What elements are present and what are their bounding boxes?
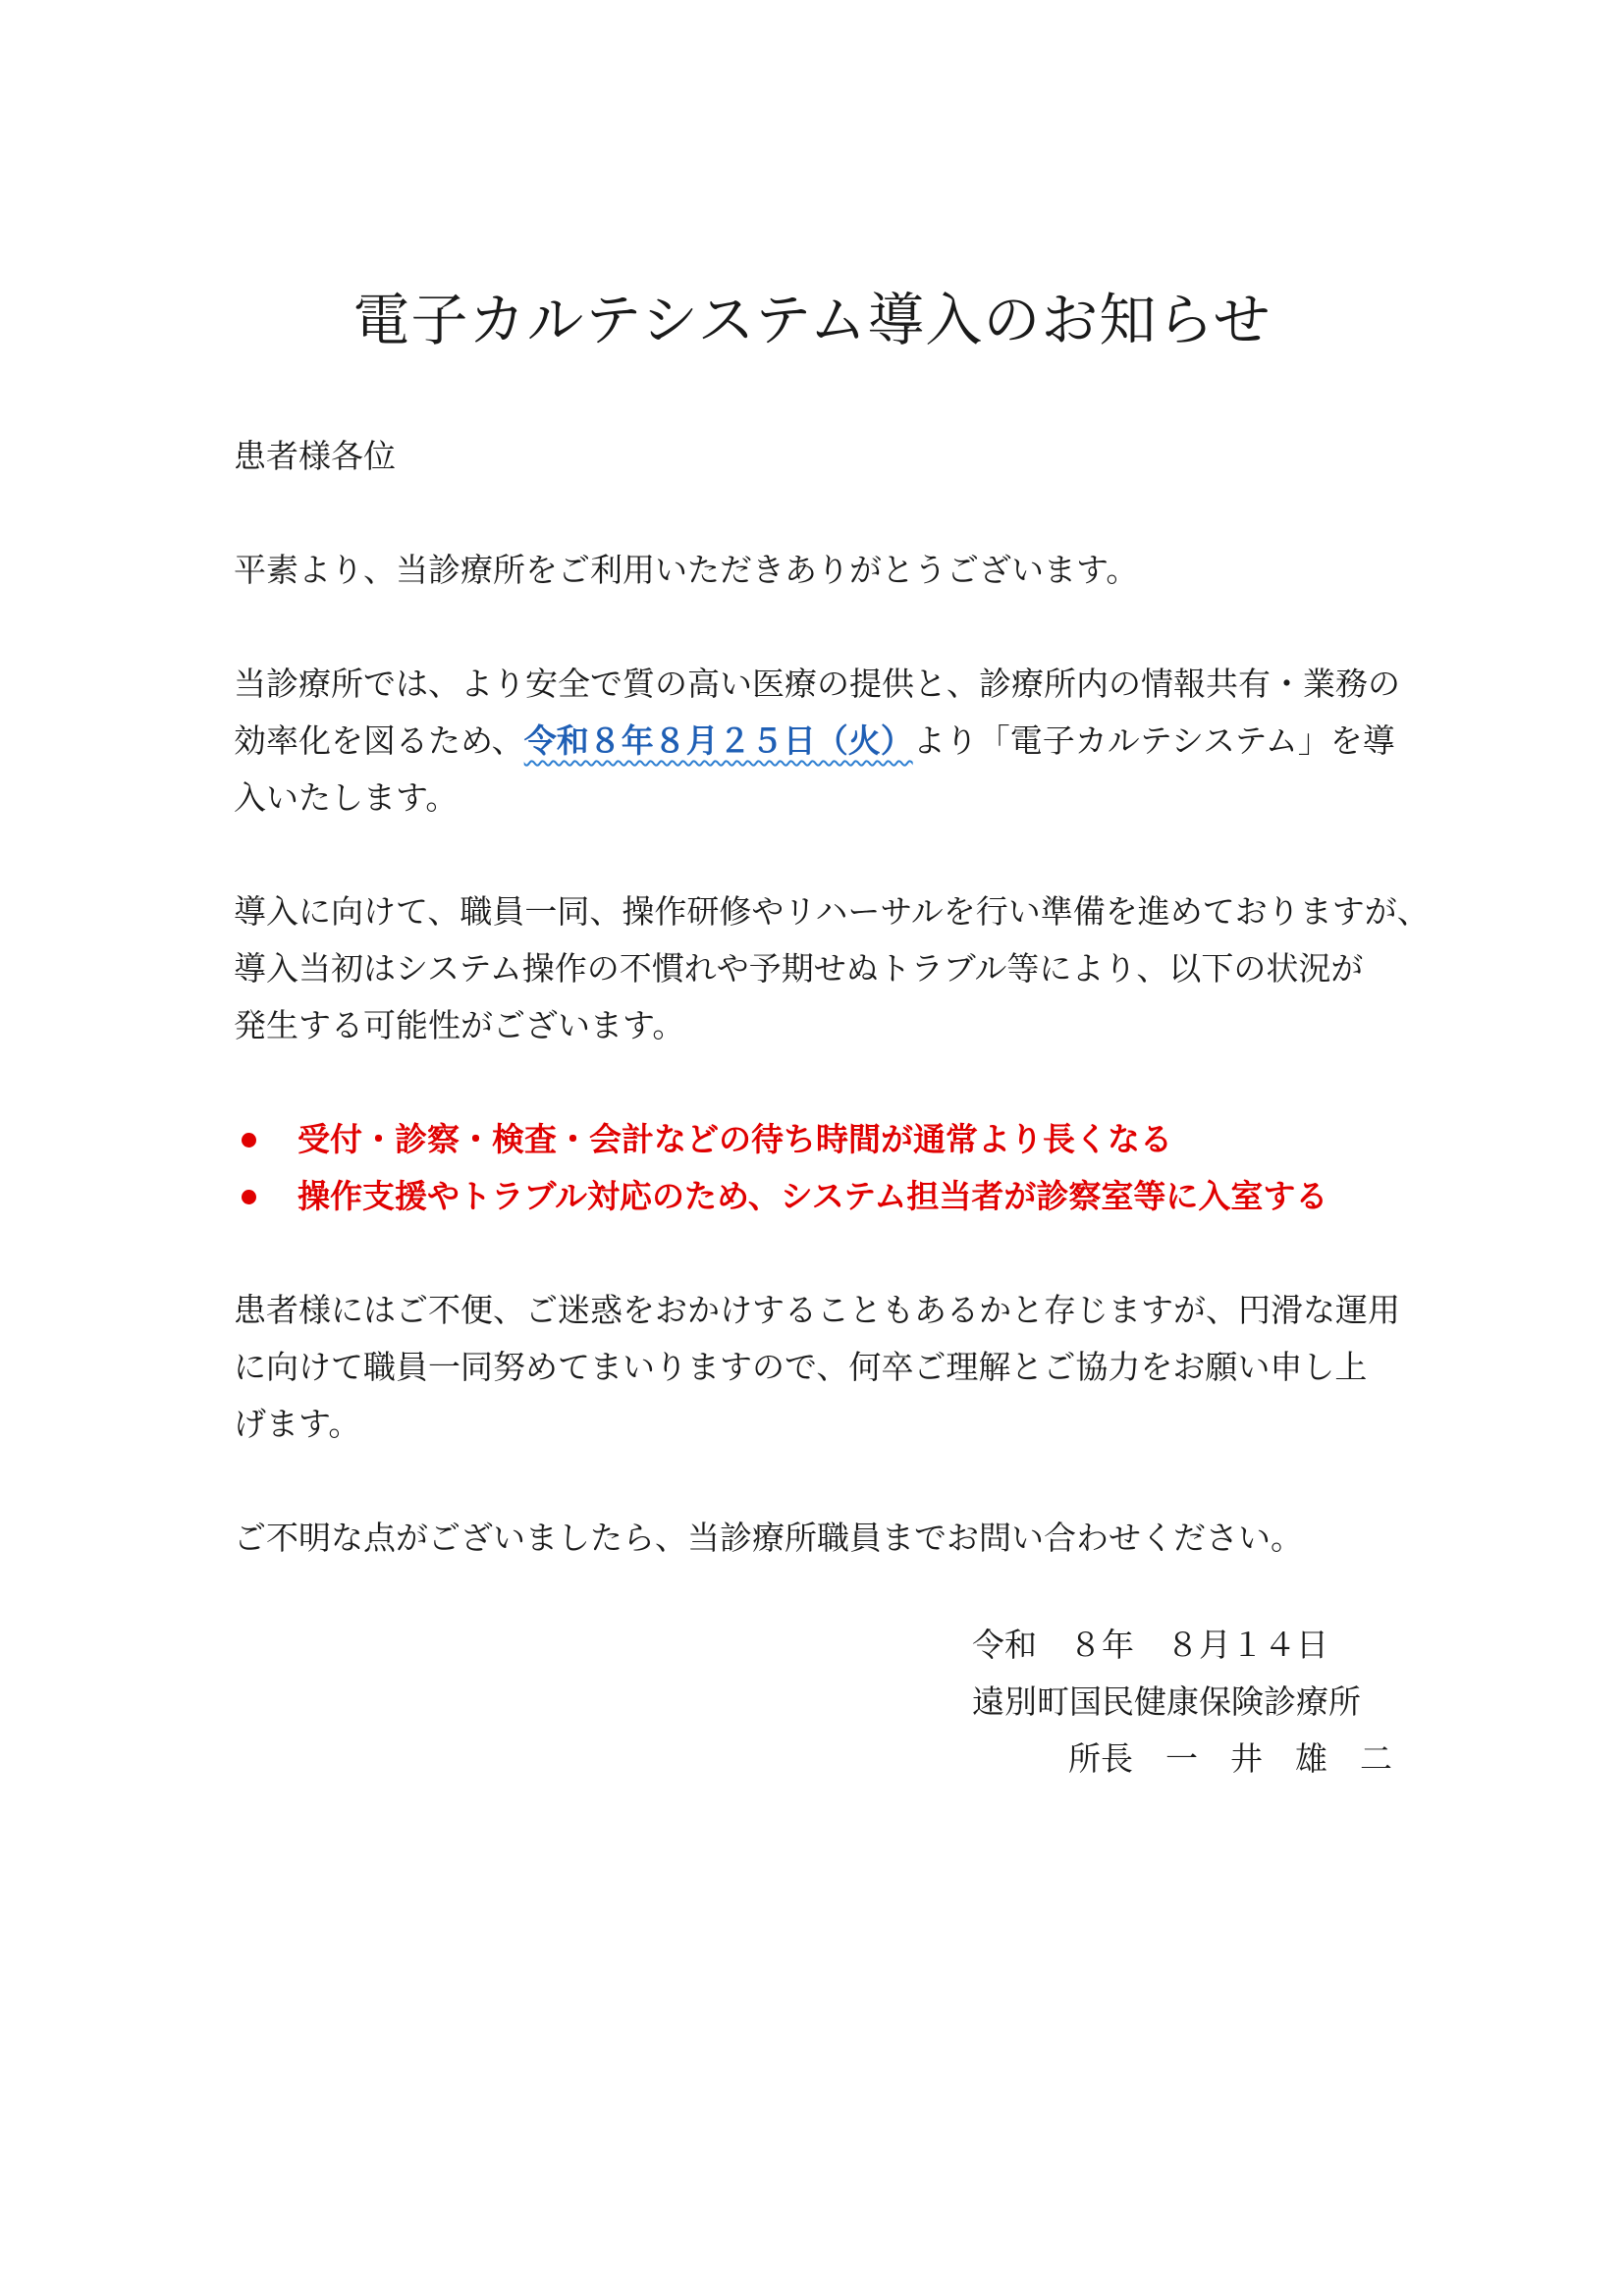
preparation-line: 導入当初はシステム操作の不慣れや予期せぬトラブル等により、以下の状況が <box>234 949 1364 988</box>
list-item-text: 操作支援やトラブル対応のため、システム担当者が診察室等に入室する <box>298 1177 1328 1215</box>
apology-line: に向けて職員一同努めてまいりますので、何卒ご理解とご協力をお願い申し上 <box>234 1348 1368 1386</box>
spacer <box>234 485 1427 542</box>
intro-line: 当診療所では、より安全で質の高い医療の提供と、診療所内の情報共有・業務の <box>234 665 1400 703</box>
apology-paragraph <box>234 1282 1427 1453</box>
list-item <box>234 1111 1427 1168</box>
salutation: 患者様各位 <box>234 437 396 475</box>
intro-text: より「電子カルテシステム」を導 <box>912 721 1395 760</box>
bullet-icon <box>242 1190 256 1204</box>
launch-date-highlight: 令和８年８月２５日（火） <box>523 721 913 760</box>
intro-text: 効率化を図るため、 <box>234 721 524 760</box>
organization-name: 遠別町国民健康保険診療所 <box>972 1682 1361 1721</box>
bullet-icon <box>242 1133 256 1148</box>
preparation-line: 導入に向けて、職員一同、操作研修やリハーサルを行い準備を進めておりますが、 <box>234 892 1430 931</box>
contact-note: ご不明な点がございましたら、当診療所職員までお問い合わせください。 <box>234 1519 1303 1557</box>
list-item <box>234 1168 1427 1225</box>
spacer <box>234 1054 1427 1111</box>
intro-line <box>234 713 1427 770</box>
spacer <box>234 599 1427 656</box>
document-body <box>234 428 1430 1567</box>
apology-line: 患者様にはご不便、ご迷惑をおかけすることもあるかと存じますが、円滑な運用 <box>234 1291 1400 1329</box>
intro-line: 入いたします。 <box>234 778 459 817</box>
spacer <box>234 1225 1427 1282</box>
impact-list <box>234 1111 1427 1225</box>
document-title: 電子カルテシステム導入のお知らせ <box>352 287 1272 353</box>
issue-date: 令和 ８年 ８月１４日 <box>972 1626 1328 1664</box>
spacer <box>234 1453 1427 1510</box>
greeting: 平素より、当診療所をご利用いただきありがとうございます。 <box>234 551 1139 589</box>
list-item-text: 受付・診察・検査・会計などの待ち時間が通常より長くなる <box>298 1120 1172 1158</box>
preparation-paragraph <box>234 883 1430 1054</box>
apology-line: げます。 <box>234 1405 361 1443</box>
intro-paragraph <box>234 656 1427 827</box>
spacer <box>234 827 1427 883</box>
preparation-line: 発生する可能性がございます。 <box>234 1006 685 1044</box>
signature-block <box>972 1617 1392 1788</box>
director-name: 所長 一 井 雄 二 <box>1068 1739 1392 1778</box>
